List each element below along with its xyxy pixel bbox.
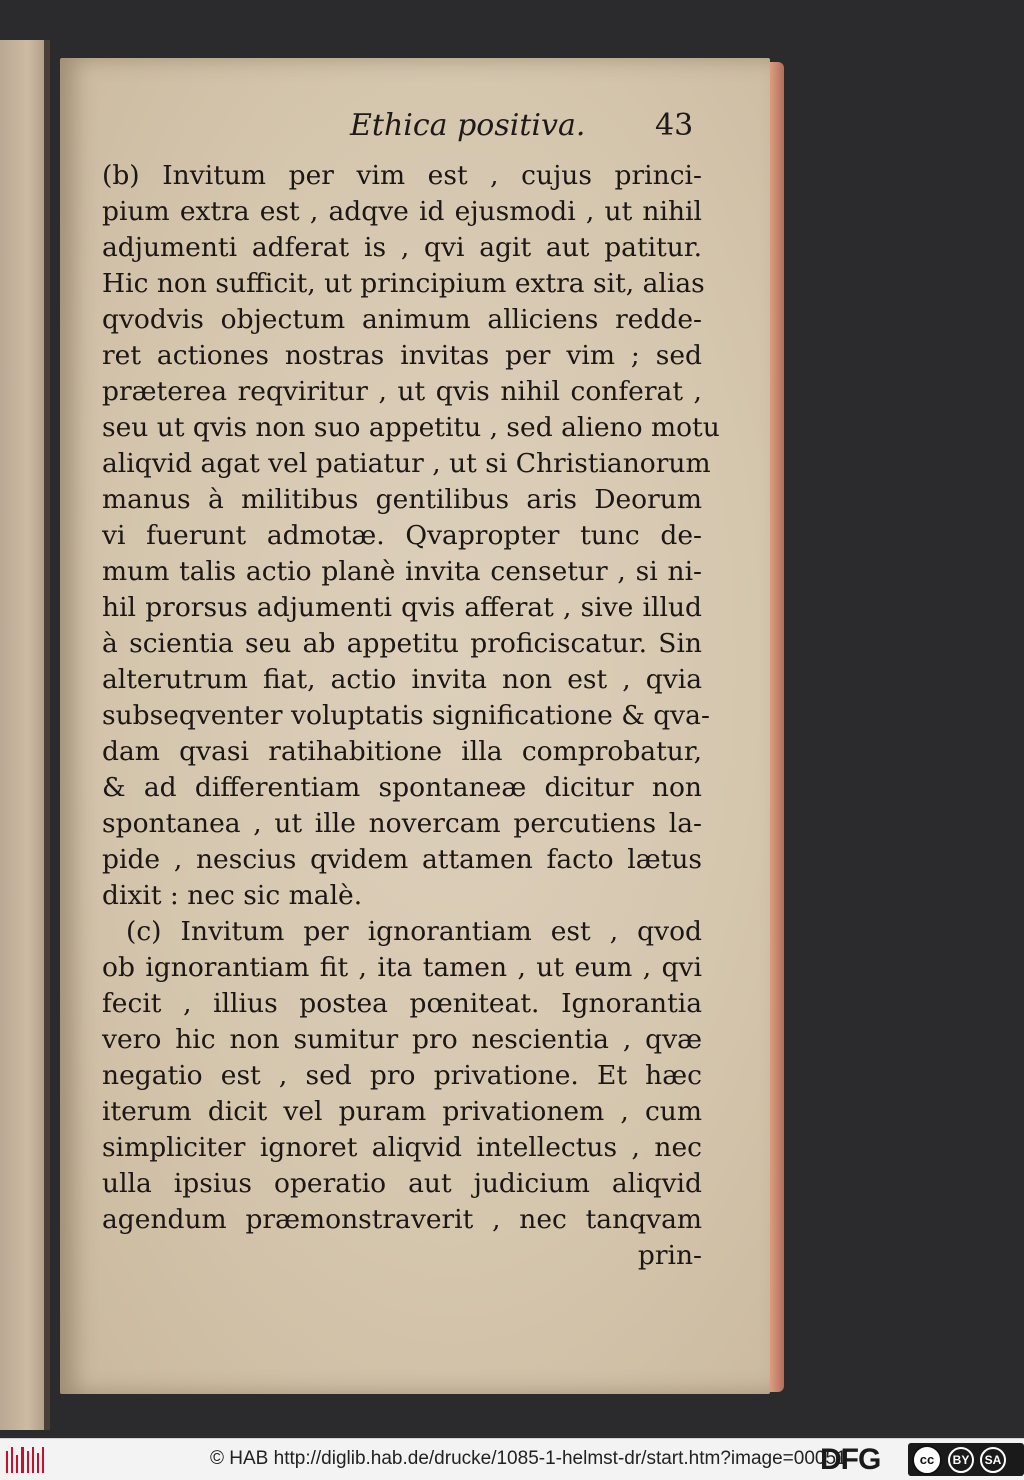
body-text (102, 158, 720, 1274)
previous-page-edge (0, 40, 50, 1430)
text-line: seu ut qvis non suo appetitu , sed alieno motu (102, 412, 720, 443)
text-line: negatio est , sed pro privatione. Et hæc (102, 1060, 702, 1091)
text-line: simpliciter ignoret aliqvid intellectus , nec (102, 1132, 702, 1163)
page-header (310, 108, 710, 148)
text-line: præterea reqviritur , ut qvis nihil conferat , (102, 376, 702, 407)
text-line: ulla ipsius operatio aut judicium aliqvid (102, 1168, 702, 1199)
text-line: mum talis actio planè invita censetur , si ni- (102, 556, 702, 587)
text-line: qvodvis objectum animum alliciens redde- (102, 304, 702, 335)
hab-logo-icon (6, 1445, 44, 1473)
page-number: 43 (655, 108, 694, 143)
text-line: ob ignorantiam fit , ita tamen , ut eum , qvi (102, 952, 702, 983)
by-icon: BY (948, 1447, 974, 1473)
text-line: vi fuerunt admotæ. Qvapropter tunc de- (102, 520, 702, 551)
text-line: ret actiones nostras invitas per vim ; sed (102, 340, 702, 371)
text-line: spontanea , ut ille novercam percutiens la- (102, 808, 702, 839)
text-line: & ad differentiam spontaneæ dicitur non (102, 772, 702, 803)
text-line: agendum præmonstraverit , nec tanqvam (102, 1204, 702, 1235)
text-line: vero hic non sumitur pro nescientia , qvæ (102, 1024, 702, 1055)
text-line: aliqvid agat vel patiatur , ut si Christianorum (102, 448, 711, 479)
text-line: Hic non sufficit, ut principium extra sit, alias (102, 268, 705, 299)
text-line: adjumenti adferat is , qvi agit aut patitur. (102, 232, 702, 263)
text-line: dixit : nec sic malè. (102, 880, 363, 911)
sa-icon: SA (980, 1447, 1006, 1473)
dfg-logo[interactable]: DFG (820, 1443, 881, 1476)
cc-license-badge[interactable] (908, 1443, 1024, 1476)
text-line: iterum dicit vel puram privationem , cum (102, 1096, 702, 1127)
text-line: hil prorsus adjumenti qvis afferat , sive illud (102, 592, 702, 623)
catchword: prin- (637, 1240, 702, 1271)
text-line: pide , nescius qvidem attamen facto lætus (102, 844, 702, 875)
copyright-link[interactable]: © HAB http://diglib.hab.de/drucke/1085-1-helmst-dr/start.htm?image=00051 (210, 1448, 847, 1469)
cc-icon: cc (912, 1445, 942, 1475)
text-line: manus à militibus gentilibus aris Deorum (102, 484, 702, 515)
text-line: pium extra est , adqve id ejusmodi , ut nihil (102, 196, 702, 227)
text-line: subseqventer voluptatis significatione & qva- (102, 700, 710, 731)
text-line: alterutrum fiat, actio invita non est , qvia (102, 664, 702, 695)
running-head: Ethica positiva. (350, 108, 586, 143)
book-page (60, 58, 770, 1394)
text-line: à scientia seu ab appetitu proficiscatur. Sin (102, 628, 702, 659)
text-line: fecit , illius postea pœniteat. Ignorantia (102, 988, 702, 1019)
text-line: (c) Invitum per ignorantiam est , qvod (126, 916, 702, 947)
text-line: (b) Invitum per vim est , cujus princi- (102, 160, 702, 191)
footer-bar (0, 1438, 1024, 1480)
text-line: dam qvasi ratihabitione illa comprobatur, (102, 736, 702, 767)
